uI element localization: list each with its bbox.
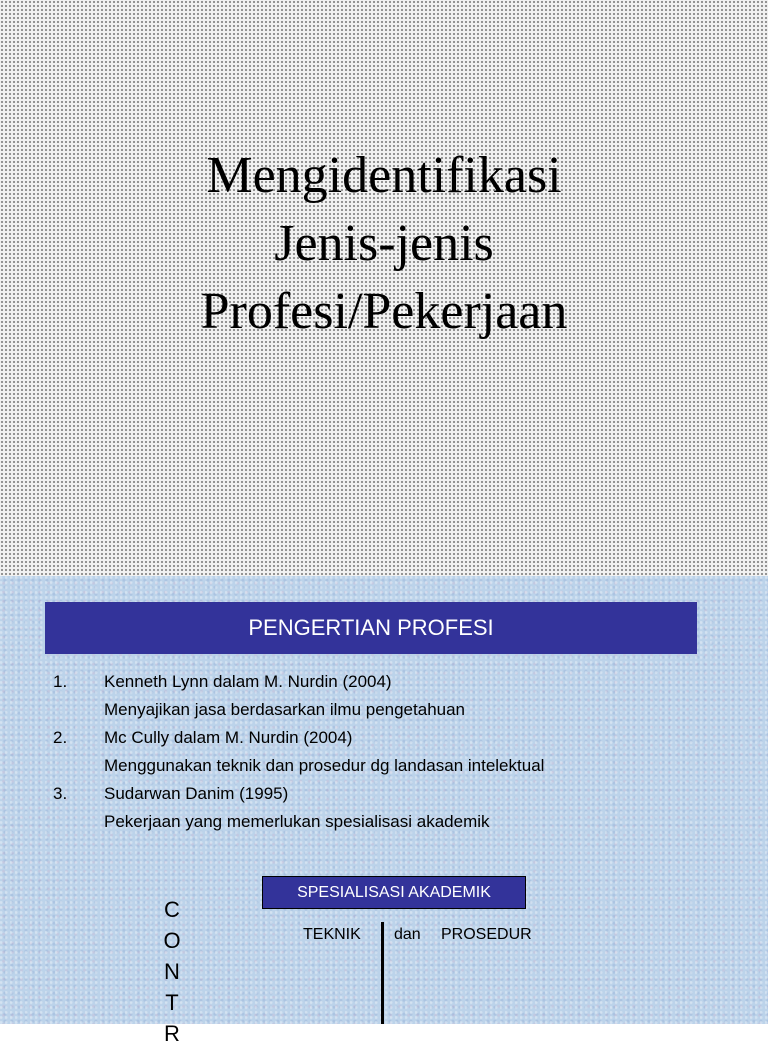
list-item-desc <box>0 752 768 780</box>
teknik-label: TEKNIK <box>303 926 361 943</box>
slide-title <box>0 142 768 346</box>
definition-list <box>0 668 768 836</box>
item-number: 2. <box>53 728 68 747</box>
list-item-desc <box>0 808 768 836</box>
definition-slide <box>0 576 768 1046</box>
list-item <box>0 724 768 752</box>
item-source: Mc Cully dalam M. Nurdin (2004) <box>104 728 353 747</box>
diagram-vertical-line <box>381 922 384 1024</box>
title-line-3: Profesi/Pekerjaan <box>200 283 568 340</box>
vertical-label: CONTR <box>163 897 181 1046</box>
list-item-desc <box>0 696 768 724</box>
item-description: Pekerjaan yang memerlukan spesialisasi akademik <box>104 812 490 831</box>
title-line-2: Jenis-jenis <box>274 215 494 272</box>
item-number: 1. <box>53 672 68 691</box>
item-description: Menyajikan jasa berdasarkan ilmu pengetahuan <box>104 700 466 719</box>
connector-label: dan <box>394 926 421 943</box>
list-item <box>0 668 768 696</box>
item-source: Kenneth Lynn dalam M. Nurdin (2004) <box>104 672 392 691</box>
item-source: Sudarwan Danim (1995) <box>104 784 289 803</box>
specialization-box: SPESIALISASI AKADEMIK <box>262 876 526 909</box>
slide-header: PENGERTIAN PROFESI <box>45 602 697 654</box>
title-line-1: Mengidentifikasi <box>206 147 562 204</box>
list-item <box>0 780 768 808</box>
item-description: Menggunakan teknik dan prosedur dg landasan intelektual <box>104 756 545 775</box>
prosedur-label: PROSEDUR <box>441 926 532 943</box>
item-number: 3. <box>53 784 68 803</box>
